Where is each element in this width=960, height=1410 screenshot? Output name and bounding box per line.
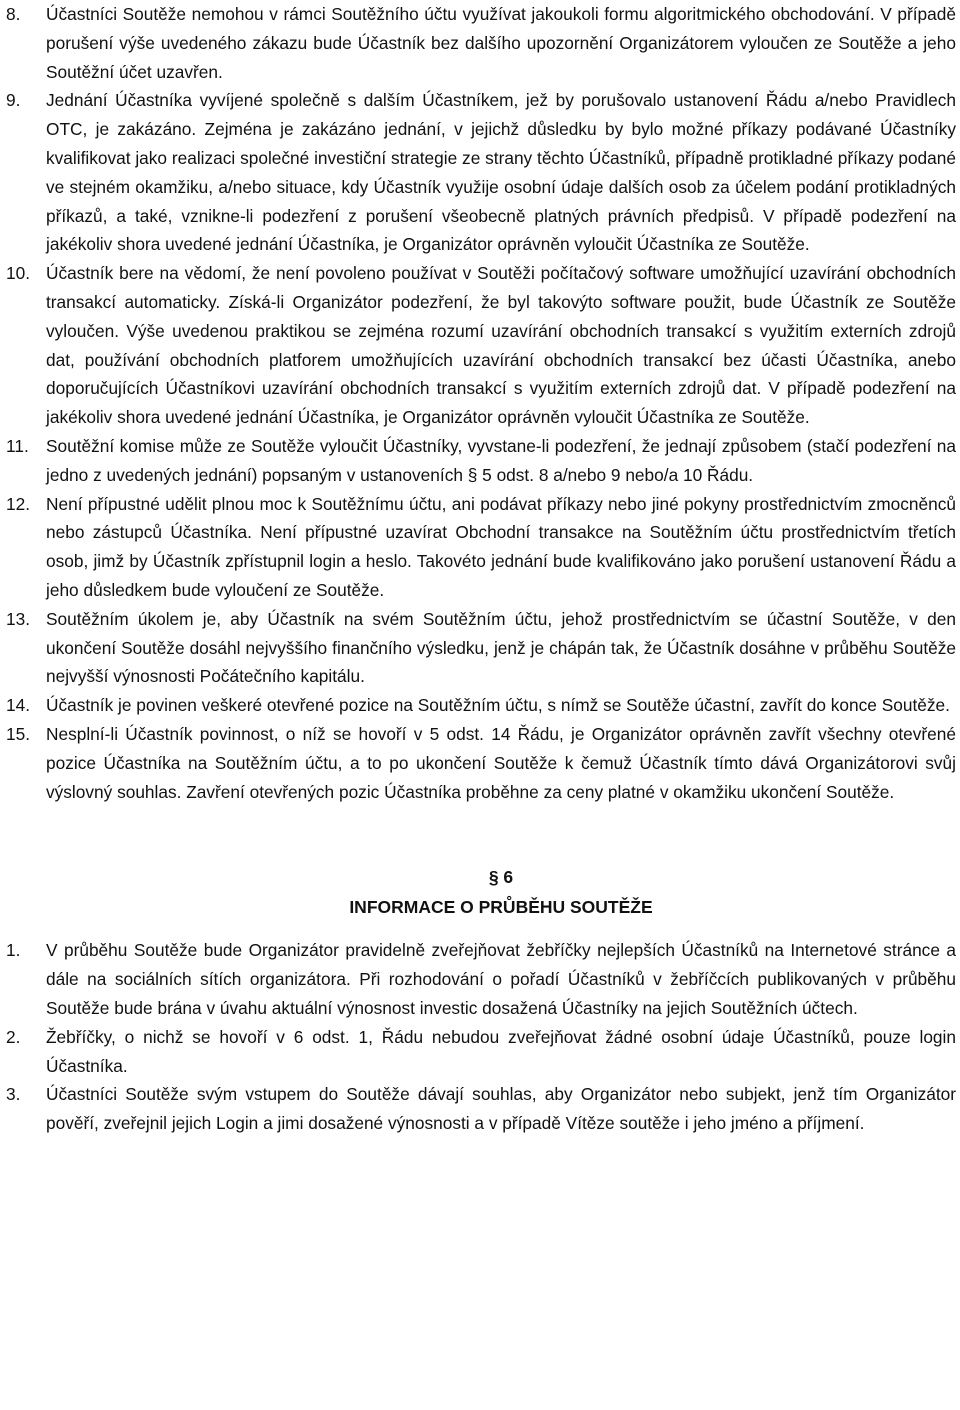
list-item (6, 720, 956, 806)
list-item (6, 432, 956, 490)
list-item (6, 86, 956, 259)
item-text: Není přípustné udělit plnou moc k Soutěžnímu účtu, ani podávat příkazy nebo jiné pokyny prostřednictvím zmocněnců nebo zástupců Účastníka. Není přípustné uzavírat Obchodní transakce na Soutěžním účtu prostřednictvím třetích osob, jimž by Účastník zpřístupnil login a heslo. Takovéto jednání bude kvalifikováno jako porušení ustanovení Řádu a jeho důsledkem bude vyloučení ze Soutěže. (46, 493, 956, 600)
item-number: 10. (6, 263, 31, 284)
list-item (6, 0, 956, 86)
section-6-list (6, 936, 956, 1138)
item-text: Soutěžní komise může ze Soutěže vyloučit Účastníky, vyvstane-li podezření, že jednají způsobem (stačí podezření na jedno z uvedených jednání) popsaným v ustanoveních § 5 odst. 8 a/nebo 9 nebo/a 10 Řádu. (46, 435, 956, 485)
item-number: 9. (6, 90, 21, 111)
list-item (6, 1023, 956, 1081)
item-number: 12. (6, 493, 31, 514)
spacer (6, 922, 956, 936)
item-text: Nesplní-li Účastník povinnost, o níž se hovoří v 5 odst. 14 Řádu, je Organizátor oprávněn zavřít všechny otevřené pozice Účastníka na Soutěžním účtu, a to po ukončení Soutěže k čemuž Účastník tímto dává Organizátorovi svůj výslovný souhlas. Zavření otevřených pozic Účastníka proběhne za ceny platné v okamžiku ukončení Soutěže. (46, 723, 956, 802)
item-number: 13. (6, 608, 31, 629)
item-text: Soutěžním úkolem je, aby Účastník na svém Soutěžním účtu, jehož prostřednictvím se účastní Soutěže, v den ukončení Soutěže dosáhl nejvyššího finančního výsledku, jenž je chápán tak, že Účastník dosáhne v průběhu Soutěže nejvyšší výnosnosti Počátečního kapitálu. (46, 608, 956, 687)
item-number: 8. (6, 4, 21, 24)
item-number: 3. (6, 1084, 21, 1105)
list-item (6, 259, 956, 432)
list-item (6, 936, 956, 1022)
section-title: INFORMACE O PRŮBĚHU SOUTĚŽE (349, 897, 653, 918)
item-text: Účastník je povinen veškeré otevřené pozice na Soutěžním účtu, s nímž se Soutěže účastní, zavřít do konce Soutěže. (46, 695, 950, 716)
item-text: Účastníci Soutěže svým vstupem do Soutěže dávají souhlas, aby Organizátor nebo subjekt, jenž tím Organizátor pověří, zveřejnil jejich Login a jimi dosažené výnosnosti a v případě Vítěze soutěže i jeho jméno a příjmení. (46, 1084, 956, 1134)
item-text: V průběhu Soutěže bude Organizátor pravidelně zveřejňovat žebříčky nejlepších Účastníků na Internetové stránce a dále na sociálních sítích organizátora. Při rozhodování o pořadí Účastníků v žebříčcích publikovaných v průběhu Soutěže bude brána v úvahu aktuální výnosnost investic dosažená Účastníky na jejich Soutěžních účtech. (46, 940, 956, 1018)
list-item (6, 490, 956, 605)
section-5-list (6, 0, 956, 806)
item-number: 14. (6, 695, 31, 716)
item-text: Účastníci Soutěže nemohou v rámci Soutěžního účtu využívat jakoukoli formu algoritmického obchodování. V případě porušení výše uvedeného zákazu bude Účastník bez dalšího upozornění Organizátorem vyloučen ze Soutěže a jeho Soutěžní účet uzavřen. (46, 4, 956, 82)
item-number: 11. (6, 435, 29, 456)
spacer (6, 806, 956, 862)
list-item (6, 691, 956, 720)
item-text: Účastník bere na vědomí, že není povoleno používat v Soutěži počítačový software umožňující uzavírání obchodních transakcí automaticky. Získá-li Organizátor podezření, že byl takovýto software použit, bude Účastník ze Soutěže vyloučen. Výše uvedenou praktikou se zejména rozumí uzavírání obchodních transakcí s využitím externích zdrojů dat, používání obchodních platforem umožňujících uzavírání obchodních transakcí bez účasti Účastníka, anebo doporučujících Účastníkovi uzavírání obchodních transakcí s využitím externích zdrojů dat. V případě podezření na jakékoliv shora uvedené jednání Účastníka, je Organizátor oprávněn vyloučit Účastníka ze Soutěže. (46, 263, 956, 428)
item-text: Žebříčky, o nichž se hovoří v 6 odst. 1, Řádu nebudou zveřejňovat žádné osobní údaje Účastníků, pouze login Účastníka. (46, 1026, 956, 1076)
list-item (6, 1080, 956, 1138)
item-number: 15. (6, 723, 31, 744)
item-number: 2. (6, 1026, 21, 1047)
section-number: § 6 (488, 867, 514, 888)
list-item (6, 605, 956, 691)
item-text: Jednání Účastníka vyvíjené společně s dalším Účastníkem, jež by porušovalo ustanovení Řádu a/nebo Pravidlech OTC, je zakázáno. Zejména je zakázáno jednání, v jejichž důsledku by bylo možné příkazy podávané Účastníky kvalifikovat jako realizaci společné investiční strategie ze strany těchto Účastníků, případně protikladné příkazy podané ve stejném okamžiku, a/nebo situace, kdy Účastník využije osobní údaje dalších osob za účelem podání protikladných příkazů, a také, vznikne-li podezření z porušení všeobecně platných právních předpisů. V případě podezření na jakékoliv shora uvedené jednání Účastníka, je Organizátor oprávněn vyloučit Účastníka ze Soutěže. (46, 90, 956, 255)
item-number: 1. (6, 940, 21, 961)
